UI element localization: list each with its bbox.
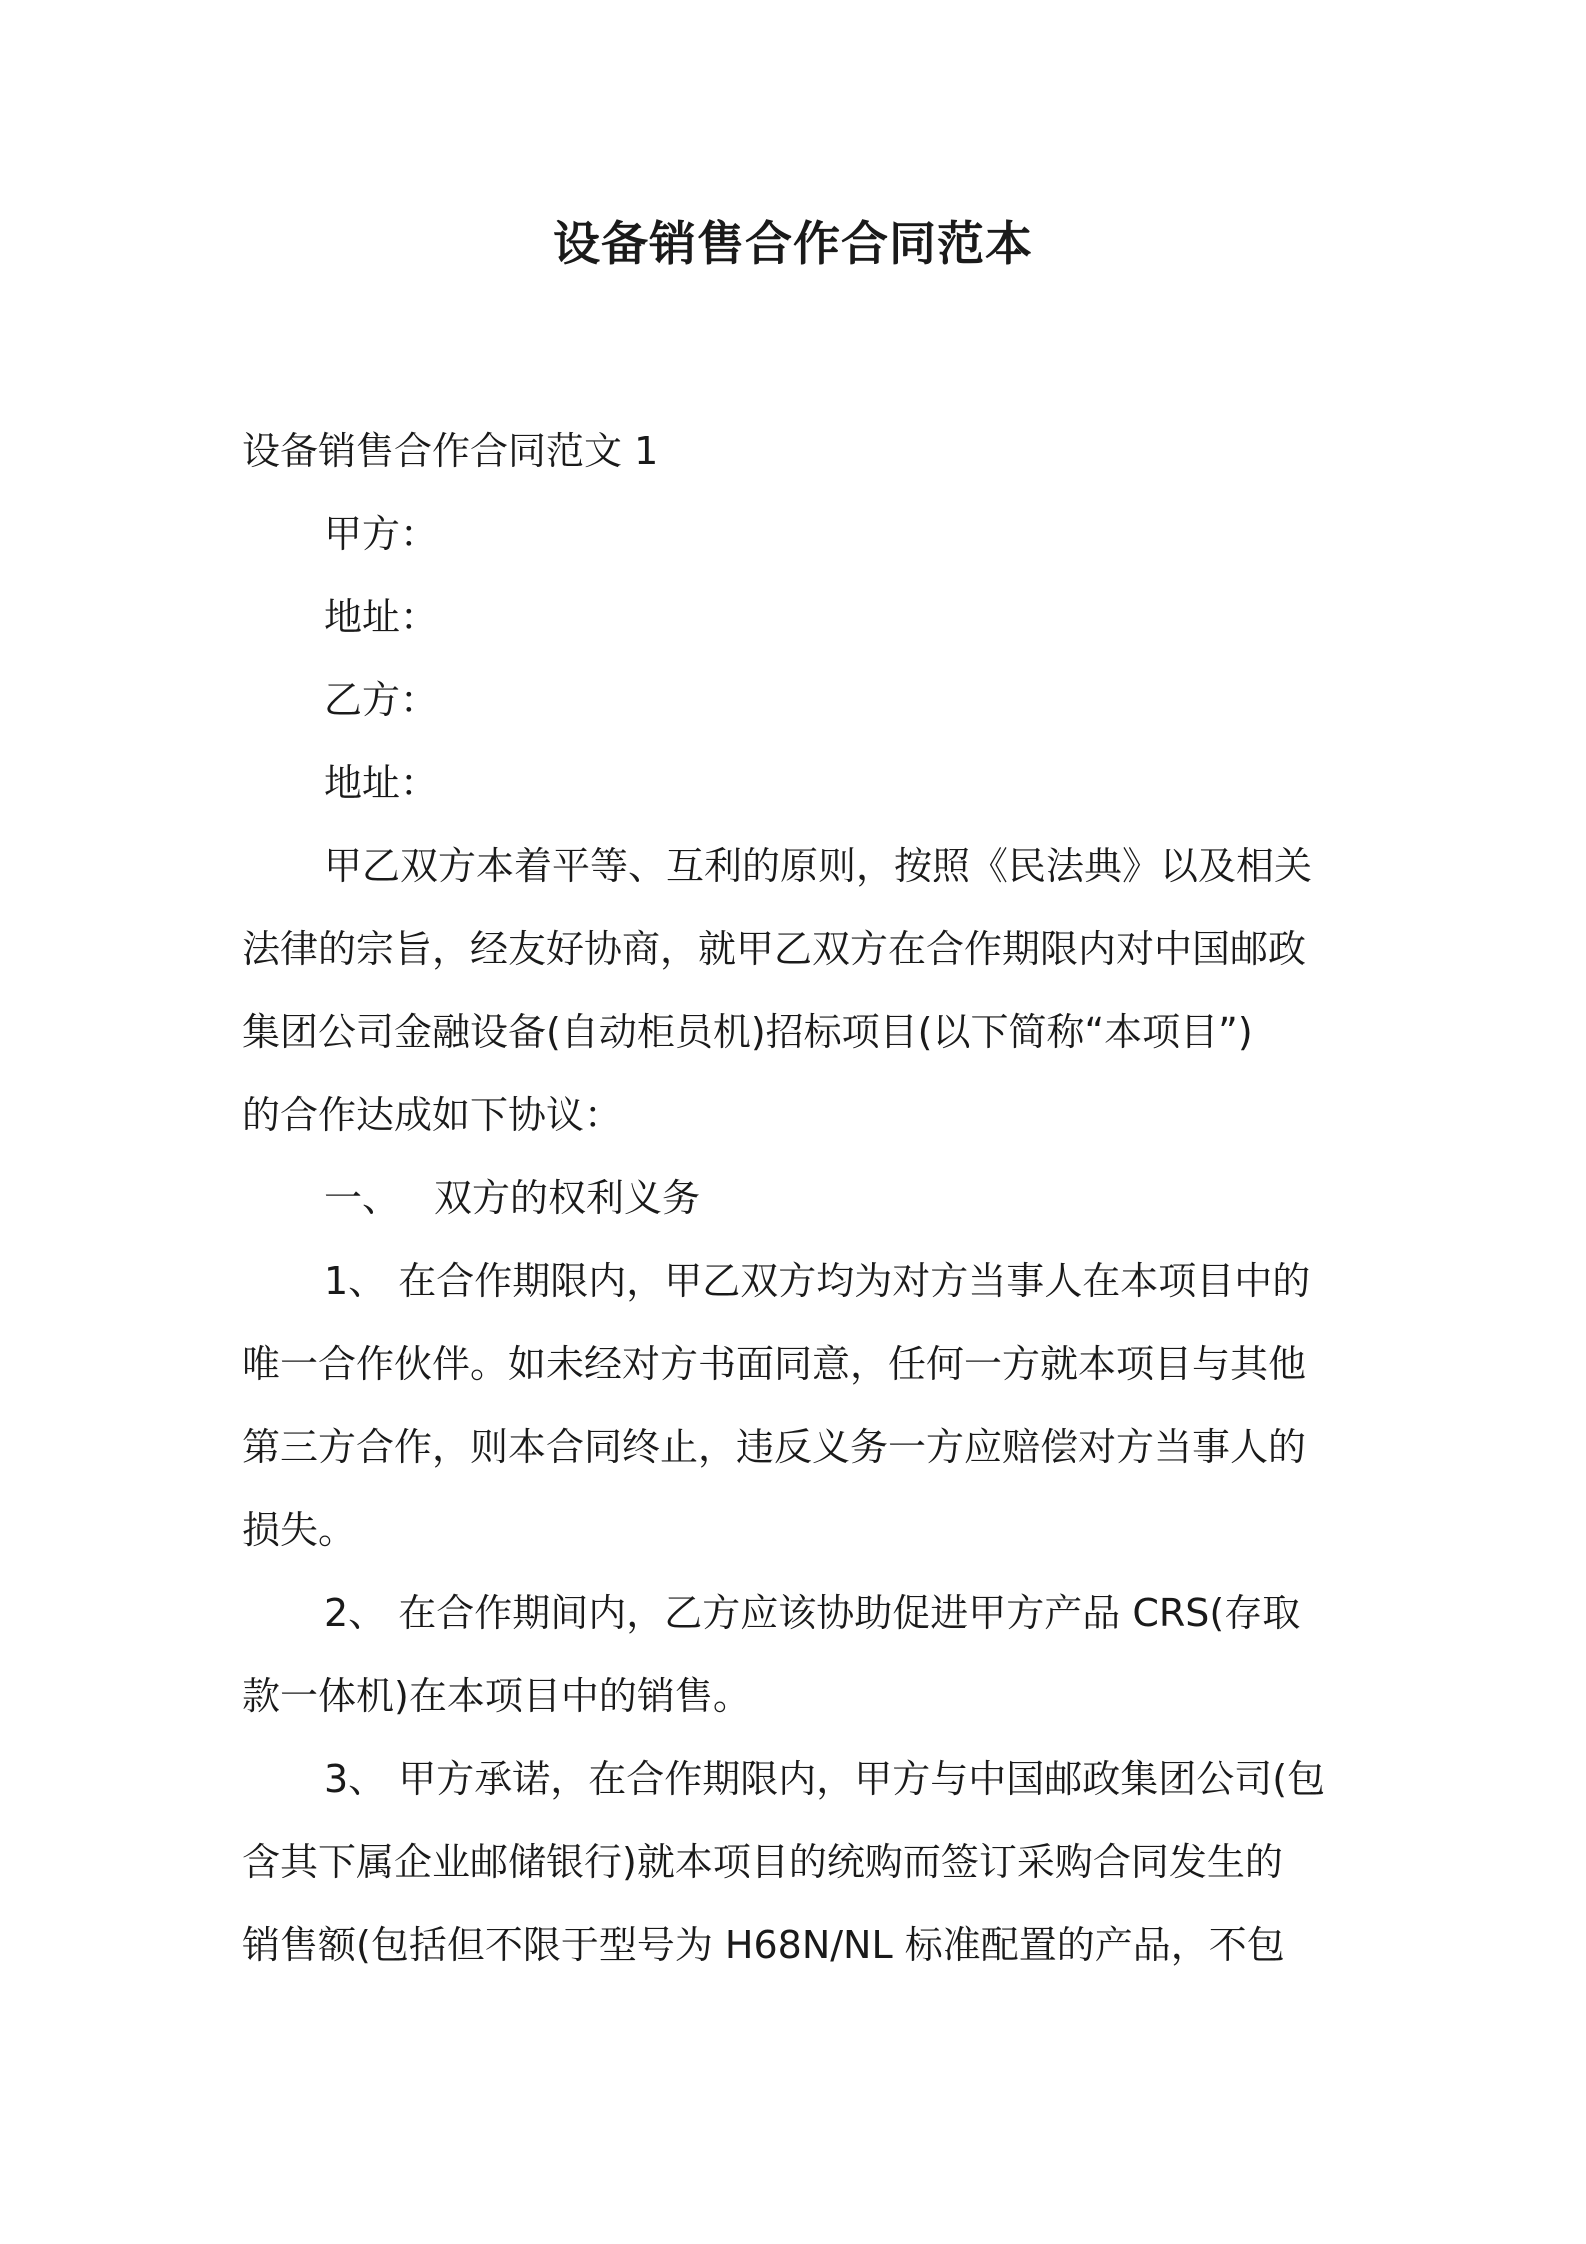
clause-line: 第三方合作，则本合同终止，违反义务一方应赔偿对方当事人的 xyxy=(242,1425,1307,1469)
address-a-label: 地址： xyxy=(324,595,439,639)
clause-3 xyxy=(242,1738,1350,1987)
section-heading xyxy=(242,1157,1350,1240)
clause-line: 1、 在合作期限内，甲乙双方均为对方当事人在本项目中的 xyxy=(324,1259,1311,1303)
clause-1 xyxy=(242,1240,1350,1572)
intro-paragraph xyxy=(242,825,1350,1157)
clause-line: 唯一合作伙伴。如未经对方书面同意，任何一方就本项目与其他 xyxy=(242,1342,1307,1386)
clause-line: 款一体机)在本项目中的销售。 xyxy=(242,1674,751,1718)
intro-line: 甲乙双方本着平等、互利的原则，按照《民法典》以及相关 xyxy=(324,844,1313,888)
clause-line: 销售额(包括但不限于型号为 H68N/NL 标准配置的产品，不包 xyxy=(242,1923,1285,1967)
clause-line: 损失。 xyxy=(242,1508,357,1552)
document-body xyxy=(242,410,1350,1987)
document-subtitle: 设备销售合作合同范文 1 xyxy=(242,429,659,473)
clause-line: 含其下属企业邮储银行)就本项目的统购而签订采购合同发生的 xyxy=(242,1840,1283,1884)
clause-line: 2、 在合作期间内，乙方应该协助促进甲方产品 CRS(存取 xyxy=(324,1591,1301,1635)
section-number: 一、 xyxy=(324,1176,401,1220)
address-b-label: 地址： xyxy=(324,761,439,805)
document-title: 设备销售合作合同范本 xyxy=(553,217,1033,272)
clause-2 xyxy=(242,1572,1350,1738)
clause-line: 3、 甲方承诺，在合作期限内，甲方与中国邮政集团公司(包 xyxy=(324,1757,1326,1801)
section-title: 双方的权利义务 xyxy=(434,1176,701,1220)
intro-line: 的合作达成如下协议： xyxy=(242,1093,623,1137)
party-b-label: 乙方： xyxy=(324,678,439,722)
intro-line: 集团公司金融设备(自动柜员机)招标项目(以下简称“本项目”) xyxy=(242,1010,1253,1054)
intro-line: 法律的宗旨，经友好协商，就甲乙双方在合作期限内对中国邮政 xyxy=(242,927,1307,971)
party-a-label: 甲方： xyxy=(324,512,439,556)
